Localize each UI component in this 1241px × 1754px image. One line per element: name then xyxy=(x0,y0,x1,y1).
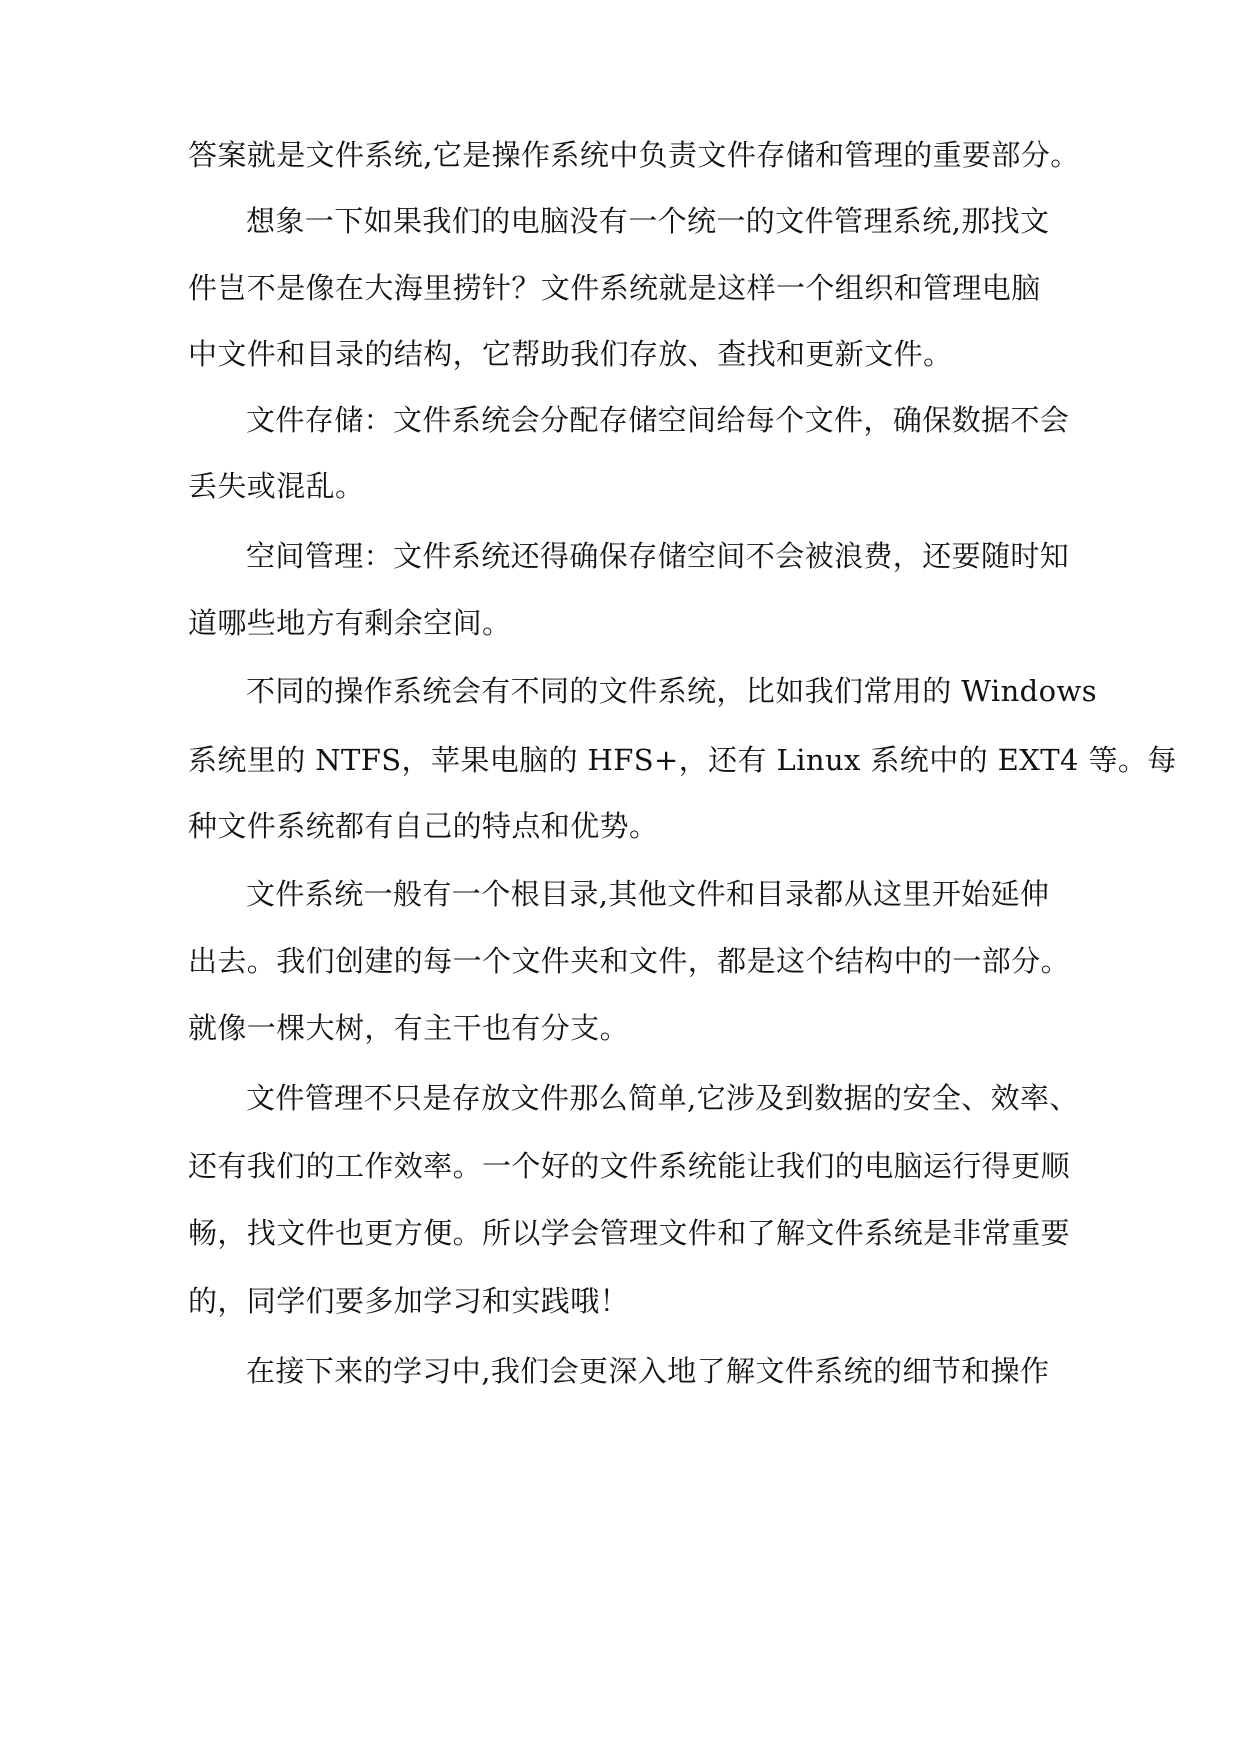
text-line: 文件存储：文件系统会分配存储空间给每个文件，确保数据不会 xyxy=(246,403,1070,437)
text-line: 出去。我们创建的每一个文件夹和文件，都是这个结构中的一部分。 xyxy=(188,944,1071,978)
text-line: 文件系统一般有一个根目录,其他文件和目录都从这里开始延伸 xyxy=(246,877,1050,911)
text-line: 道哪些地方有剩余空间。 xyxy=(188,606,512,640)
text-line: 答案就是文件系统,它是操作系统中负责文件存储和管理的重要部分。 xyxy=(188,138,1080,172)
text-line: 就像一棵大树，有主干也有分支。 xyxy=(188,1011,630,1045)
text-line: 畅，找文件也更方便。所以学会管理文件和了解文件系统是非常重要 xyxy=(188,1216,1071,1250)
text-line: 种文件系统都有自己的特点和优势。 xyxy=(188,809,659,843)
text-line: 空间管理：文件系统还得确保存储空间不会被浪费，还要随时知 xyxy=(246,539,1070,573)
text-line: 的，同学们要多加学习和实践哦！ xyxy=(188,1284,630,1318)
text-line: 件岂不是像在大海里捞针？文件系统就是这样一个组织和管理电脑 xyxy=(188,271,1041,305)
text-line: 还有我们的工作效率。一个好的文件系统能让我们的电脑运行得更顺 xyxy=(188,1149,1071,1183)
text-line: 不同的操作系统会有不同的文件系统，比如我们常用的 Windows xyxy=(246,674,1097,708)
text-line: 丢失或混乱。 xyxy=(188,469,365,503)
text-line: 中文件和目录的结构，它帮助我们存放、查找和更新文件。 xyxy=(188,337,953,371)
text-line: 想象一下如果我们的电脑没有一个统一的文件管理系统,那找文 xyxy=(246,204,1050,238)
text-line: 文件管理不只是存放文件那么简单,它涉及到数据的安全、效率、 xyxy=(246,1081,1079,1115)
text-line: 在接下来的学习中,我们会更深入地了解文件系统的细节和操作 xyxy=(246,1354,1050,1388)
text-line: 系统里的 NTFS，苹果电脑的 HFS+，还有 Linux 系统中的 EXT4 等。每 xyxy=(188,743,1177,777)
